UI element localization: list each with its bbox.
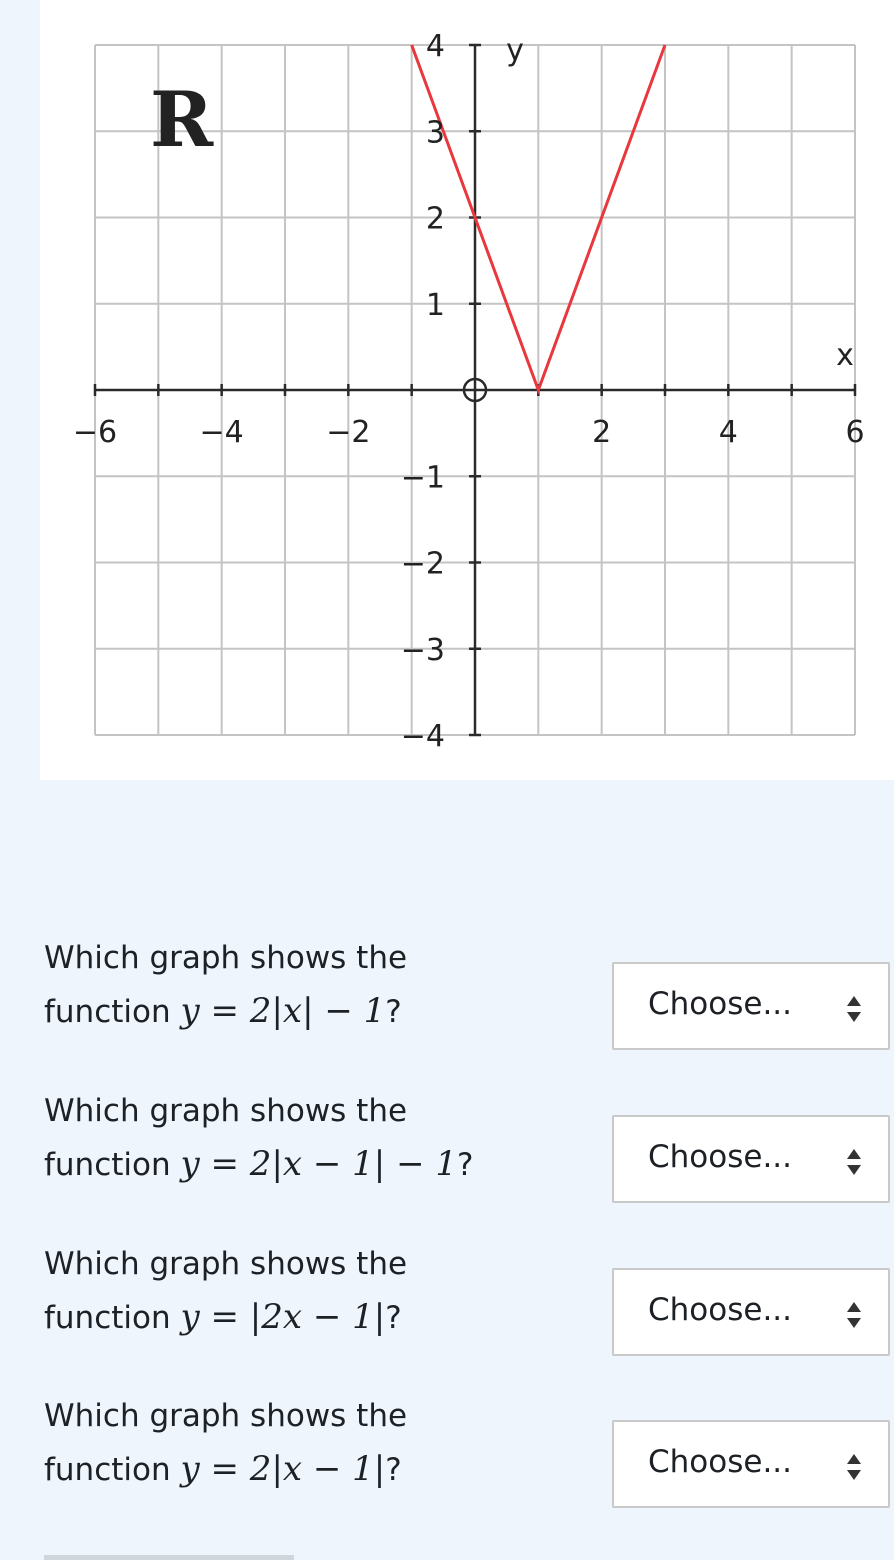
question-3-middle: function xyxy=(44,1300,181,1336)
up-down-arrows-icon xyxy=(846,1147,862,1177)
question-4-select-value: Choose... xyxy=(648,1444,793,1480)
x-axis-label: x xyxy=(836,338,854,373)
y-tick-label: −4 xyxy=(400,719,445,754)
question-3 xyxy=(44,1238,604,1345)
question-1-middle: function xyxy=(44,994,181,1030)
x-tick-label: 2 xyxy=(592,415,612,450)
question-1-select-value: Choose... xyxy=(648,986,793,1022)
question-2-prefix: Which graph shows the xyxy=(44,1093,408,1129)
graph-r xyxy=(40,0,894,780)
up-down-arrows-icon xyxy=(846,994,862,1024)
question-3-select[interactable] xyxy=(612,1268,890,1356)
question-3-suffix: ? xyxy=(385,1300,402,1336)
up-down-arrows-icon xyxy=(846,1300,862,1330)
question-4-prefix: Which graph shows the xyxy=(44,1398,408,1434)
divider xyxy=(44,1555,294,1560)
y-tick-label: −3 xyxy=(400,632,445,668)
graph-label: R xyxy=(150,75,214,164)
graph-panel xyxy=(40,0,894,780)
question-2-select-value: Choose... xyxy=(648,1139,793,1175)
question-1-prefix: Which graph shows the xyxy=(44,940,408,976)
question-1-suffix: ? xyxy=(385,994,402,1030)
question-2-suffix: ? xyxy=(457,1147,474,1183)
y-tick-label: 4 xyxy=(425,29,445,64)
y-tick-label: −1 xyxy=(400,460,445,496)
question-1-select[interactable] xyxy=(612,962,890,1050)
question-4-function: y = 2|x − 1| xyxy=(180,1449,386,1489)
question-4-select[interactable] xyxy=(612,1420,890,1508)
y-tick-label: −2 xyxy=(400,546,445,582)
x-tick-label: −6 xyxy=(72,415,118,450)
question-4-middle: function xyxy=(44,1452,181,1488)
question-2-function: y = 2|x − 1| − 1 xyxy=(180,1144,457,1184)
y-tick-label: 2 xyxy=(425,201,445,237)
question-2-middle: function xyxy=(44,1147,181,1183)
question-3-select-value: Choose... xyxy=(648,1292,793,1328)
y-tick-label: 1 xyxy=(425,287,445,323)
x-tick-label: 6 xyxy=(845,415,865,450)
question-1-function: y = 2|x| − 1 xyxy=(180,991,386,1031)
question-1 xyxy=(44,932,604,1039)
question-4-suffix: ? xyxy=(385,1452,402,1488)
question-4 xyxy=(44,1390,604,1497)
x-tick-label: 4 xyxy=(718,415,738,450)
up-down-arrows-icon xyxy=(846,1452,862,1482)
question-2 xyxy=(44,1085,604,1192)
y-tick-label: 3 xyxy=(425,115,445,151)
question-3-function: y = |2x − 1| xyxy=(180,1297,386,1337)
y-axis-label: y xyxy=(506,33,524,68)
x-tick-label: −4 xyxy=(199,415,244,450)
question-2-select[interactable] xyxy=(612,1115,890,1203)
x-tick-label: −2 xyxy=(326,415,371,450)
question-3-prefix: Which graph shows the xyxy=(44,1246,408,1282)
